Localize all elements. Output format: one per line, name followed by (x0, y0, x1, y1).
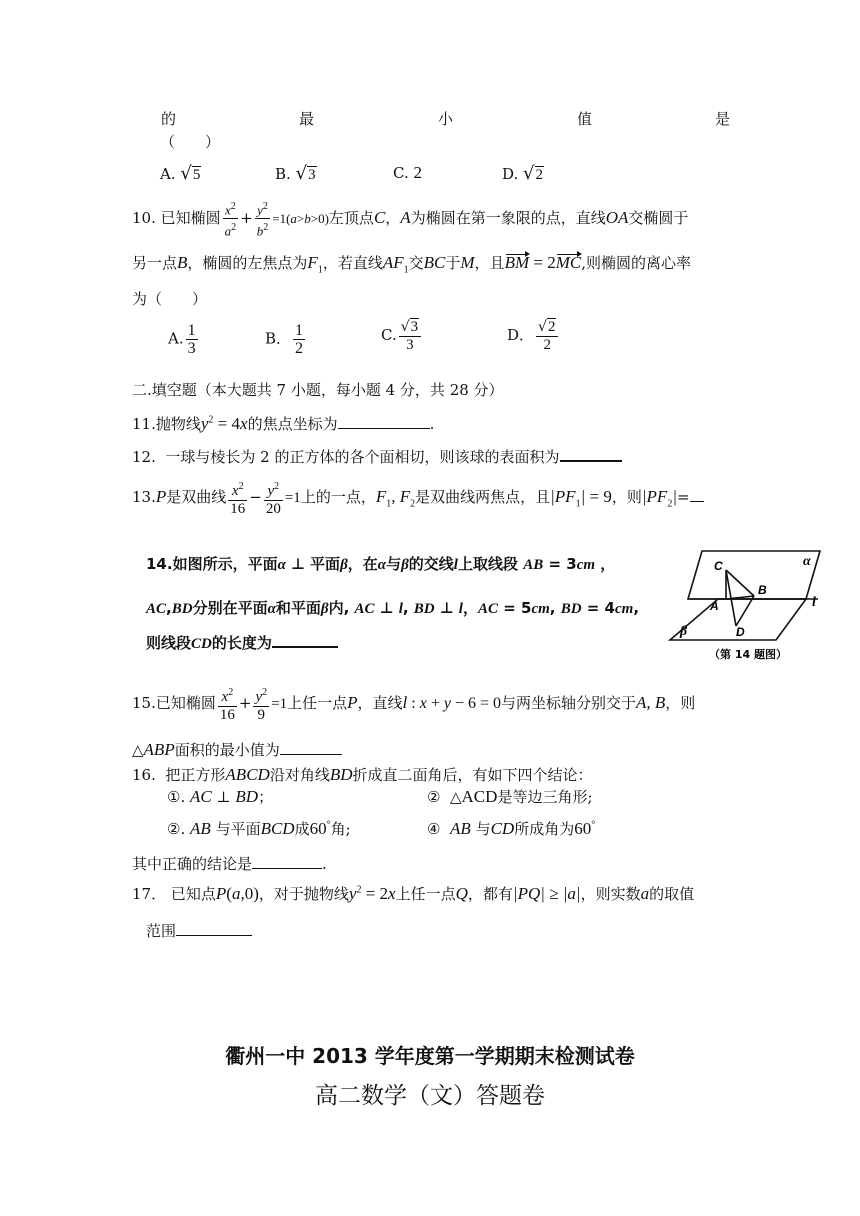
q16-answer: 其中正确的结论是 . (132, 855, 327, 873)
q15-line-2: △ABP面积的最小值为 (132, 739, 342, 760)
q13-answer-blank[interactable] (690, 487, 704, 502)
q11-answer-blank[interactable] (338, 414, 430, 429)
q12-answer-blank[interactable] (560, 446, 622, 462)
q14-line-1: 14.如图所示，平面α ⊥ 平面β，在α与β的交线l上取线段 AB = 3cm ， (146, 555, 616, 573)
q14-line-2: AC,BD分别在平面α和平面β内, AC ⊥ l, BD ⊥ l，AC = 5cm, BD = 4cm, (146, 599, 640, 617)
label-c: C (714, 559, 723, 573)
label-alpha: α (803, 554, 811, 569)
q14-line-3: 则线段CD的长度为 (146, 632, 338, 653)
q16-line-1: 16. 把正方形ABCD沿对角线BD折成直二面角后，有如下四个结论： (132, 765, 593, 784)
figure-caption: （第 14 题图） (709, 648, 787, 661)
q9-option-b: B. √3 (275, 163, 316, 184)
label-b: B (758, 583, 767, 597)
q10-option-d: D． $\frac{√2}{2}$ (507, 318, 560, 354)
q9-option-a-math: √5 (180, 163, 201, 184)
q16-answer-blank[interactable] (252, 854, 322, 869)
q15-answer-blank[interactable] (280, 740, 342, 755)
q16-conclusion-1: ①. AC ⊥ BD； (167, 787, 274, 806)
plane-alpha (688, 551, 820, 599)
segment-bd (736, 596, 754, 626)
section-fill-in-title: 二.填空题（本大题共 7 小题，每小题 4 分，共 28 分） (132, 381, 504, 399)
label-beta: β (680, 624, 688, 639)
q9-word-2: 最 (299, 110, 315, 128)
q11: 11.抛物线$y^2 = 4x$的焦点坐标为 . (132, 414, 435, 433)
q9-word-5: 是 (715, 110, 731, 128)
q12: 12. 一球与棱长为 2 的正方体的各个面相切，则该球的表面积为 (132, 446, 622, 467)
answer-sheet-school-title: 衢州一中 2013 学年度第一学期期末检测试卷 (225, 1044, 635, 1068)
label-l: l (812, 595, 816, 610)
q9-word-1: 的 (161, 110, 177, 128)
label-a: A (710, 599, 719, 613)
q13: 13.P是双曲线 $\frac{x^2}{16}$ − $\frac{y^2}{20}$ =1上的一点，$F_1$, $F_2$是双曲线两焦点，且$|PF_1| = 9$，则$|PF_2|=$ (132, 478, 704, 518)
q10-line-1: 10. 已知椭圆 $\frac{x^2}{a^2}$ + $\frac{y^2}{b^2}$ =1(a>b>0)左顶点C，A为椭圆在第一象限的点，直线OA交椭圆于 (132, 198, 688, 240)
q14-answer-blank[interactable] (272, 632, 338, 648)
q9-option-d-math: √2 (523, 163, 544, 184)
q17-line-1: 17． 已知点P(a,0)，对于抛物线$y^2 = 2x$上任一点Q，都有|PQ| ≥ |a|，则实数a的取值 (132, 884, 695, 903)
q9-option-a: A. √5 (160, 163, 201, 184)
q9-option-b-math: √3 (295, 163, 316, 184)
q9-option-d: D. √2 (502, 163, 544, 184)
q16-conclusion-4: ④ AB 与CD所成角为60° (427, 819, 596, 838)
label-d: D (736, 625, 745, 639)
q17-line-2: 范围 (146, 920, 252, 941)
q15-line-1: 15.已知椭圆 $\frac{x^2}{16}$ + $\frac{y^2}{9}$ =1上任一点P，直线l : x + y − 6 = 0与两坐标轴分别交于A, B，则 (132, 684, 695, 724)
q9-word-4: 值 (577, 110, 593, 128)
q9-option-c: C. 2 (393, 163, 422, 182)
q17-answer-blank[interactable] (176, 921, 252, 936)
q10-line-3: 为（ ） (132, 290, 208, 308)
q16-conclusion-2: ② △ACD是等边三角形; (427, 787, 593, 806)
q9-word-3: 小 (438, 110, 454, 128)
q10-option-c: C. $\frac{√3}{3}$ (381, 318, 423, 354)
answer-sheet-subject-title: 高二数学（文）答题卷 (315, 1083, 545, 1109)
q9-paren: （ ） (160, 133, 221, 151)
q14-figure (668, 548, 828, 663)
q10-option-b: B． $\frac{1}{2}$ (265, 322, 304, 357)
q16-conclusion-3: ②. AB 与平面BCD成60°角; (167, 819, 351, 838)
q10-line-2: 另一点B，椭圆的左焦点为$F_1$，若直线$AF_1$交BC于M，且BM = 2MC,则椭圆的离心率 (132, 253, 691, 276)
q10-option-a: A. $\frac{1}{3}$ (168, 322, 196, 357)
